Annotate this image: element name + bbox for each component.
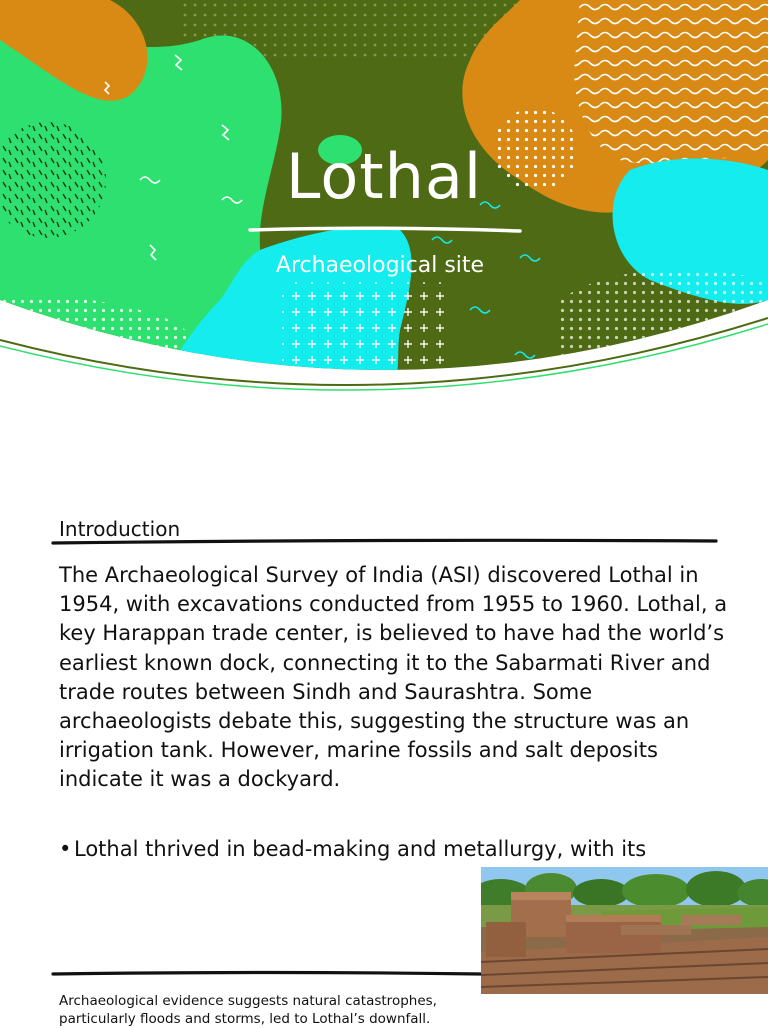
section-heading: Introduction	[59, 517, 181, 541]
hero-banner	[0, 0, 768, 400]
intro-paragraph: The Archaeological Survey of India (ASI) discovered Lothal in 1954, with excavations conducted from 1955 to 1960. Lothal, a key Harappan trade center, is believed to have had the world’s earliest known dock, connecting it to the Sabarmati River and trade routes between Sindh and Saurashtra. Some archaeologists debate this, suggesting the structure was an irrigation tank. However, marine fossils and salt deposits indicate it was a dockyard.	[59, 563, 728, 792]
footer-paragraph: Archaeological evidence suggests natural catastrophes, particularly floods and storms, led to Lothal’s downfall.	[59, 993, 437, 1027]
bullet-text: Lothal thrived in bead-making and metallurgy, with its	[74, 837, 647, 861]
bullet-item	[59, 835, 729, 864]
ruins-photo-image	[481, 867, 768, 994]
ruins-photo	[481, 867, 768, 994]
bullet-marker: •	[59, 837, 72, 861]
footer-divider	[53, 973, 481, 975]
page-title: Lothal	[285, 140, 483, 213]
page-subtitle: Archaeological site	[275, 253, 485, 278]
